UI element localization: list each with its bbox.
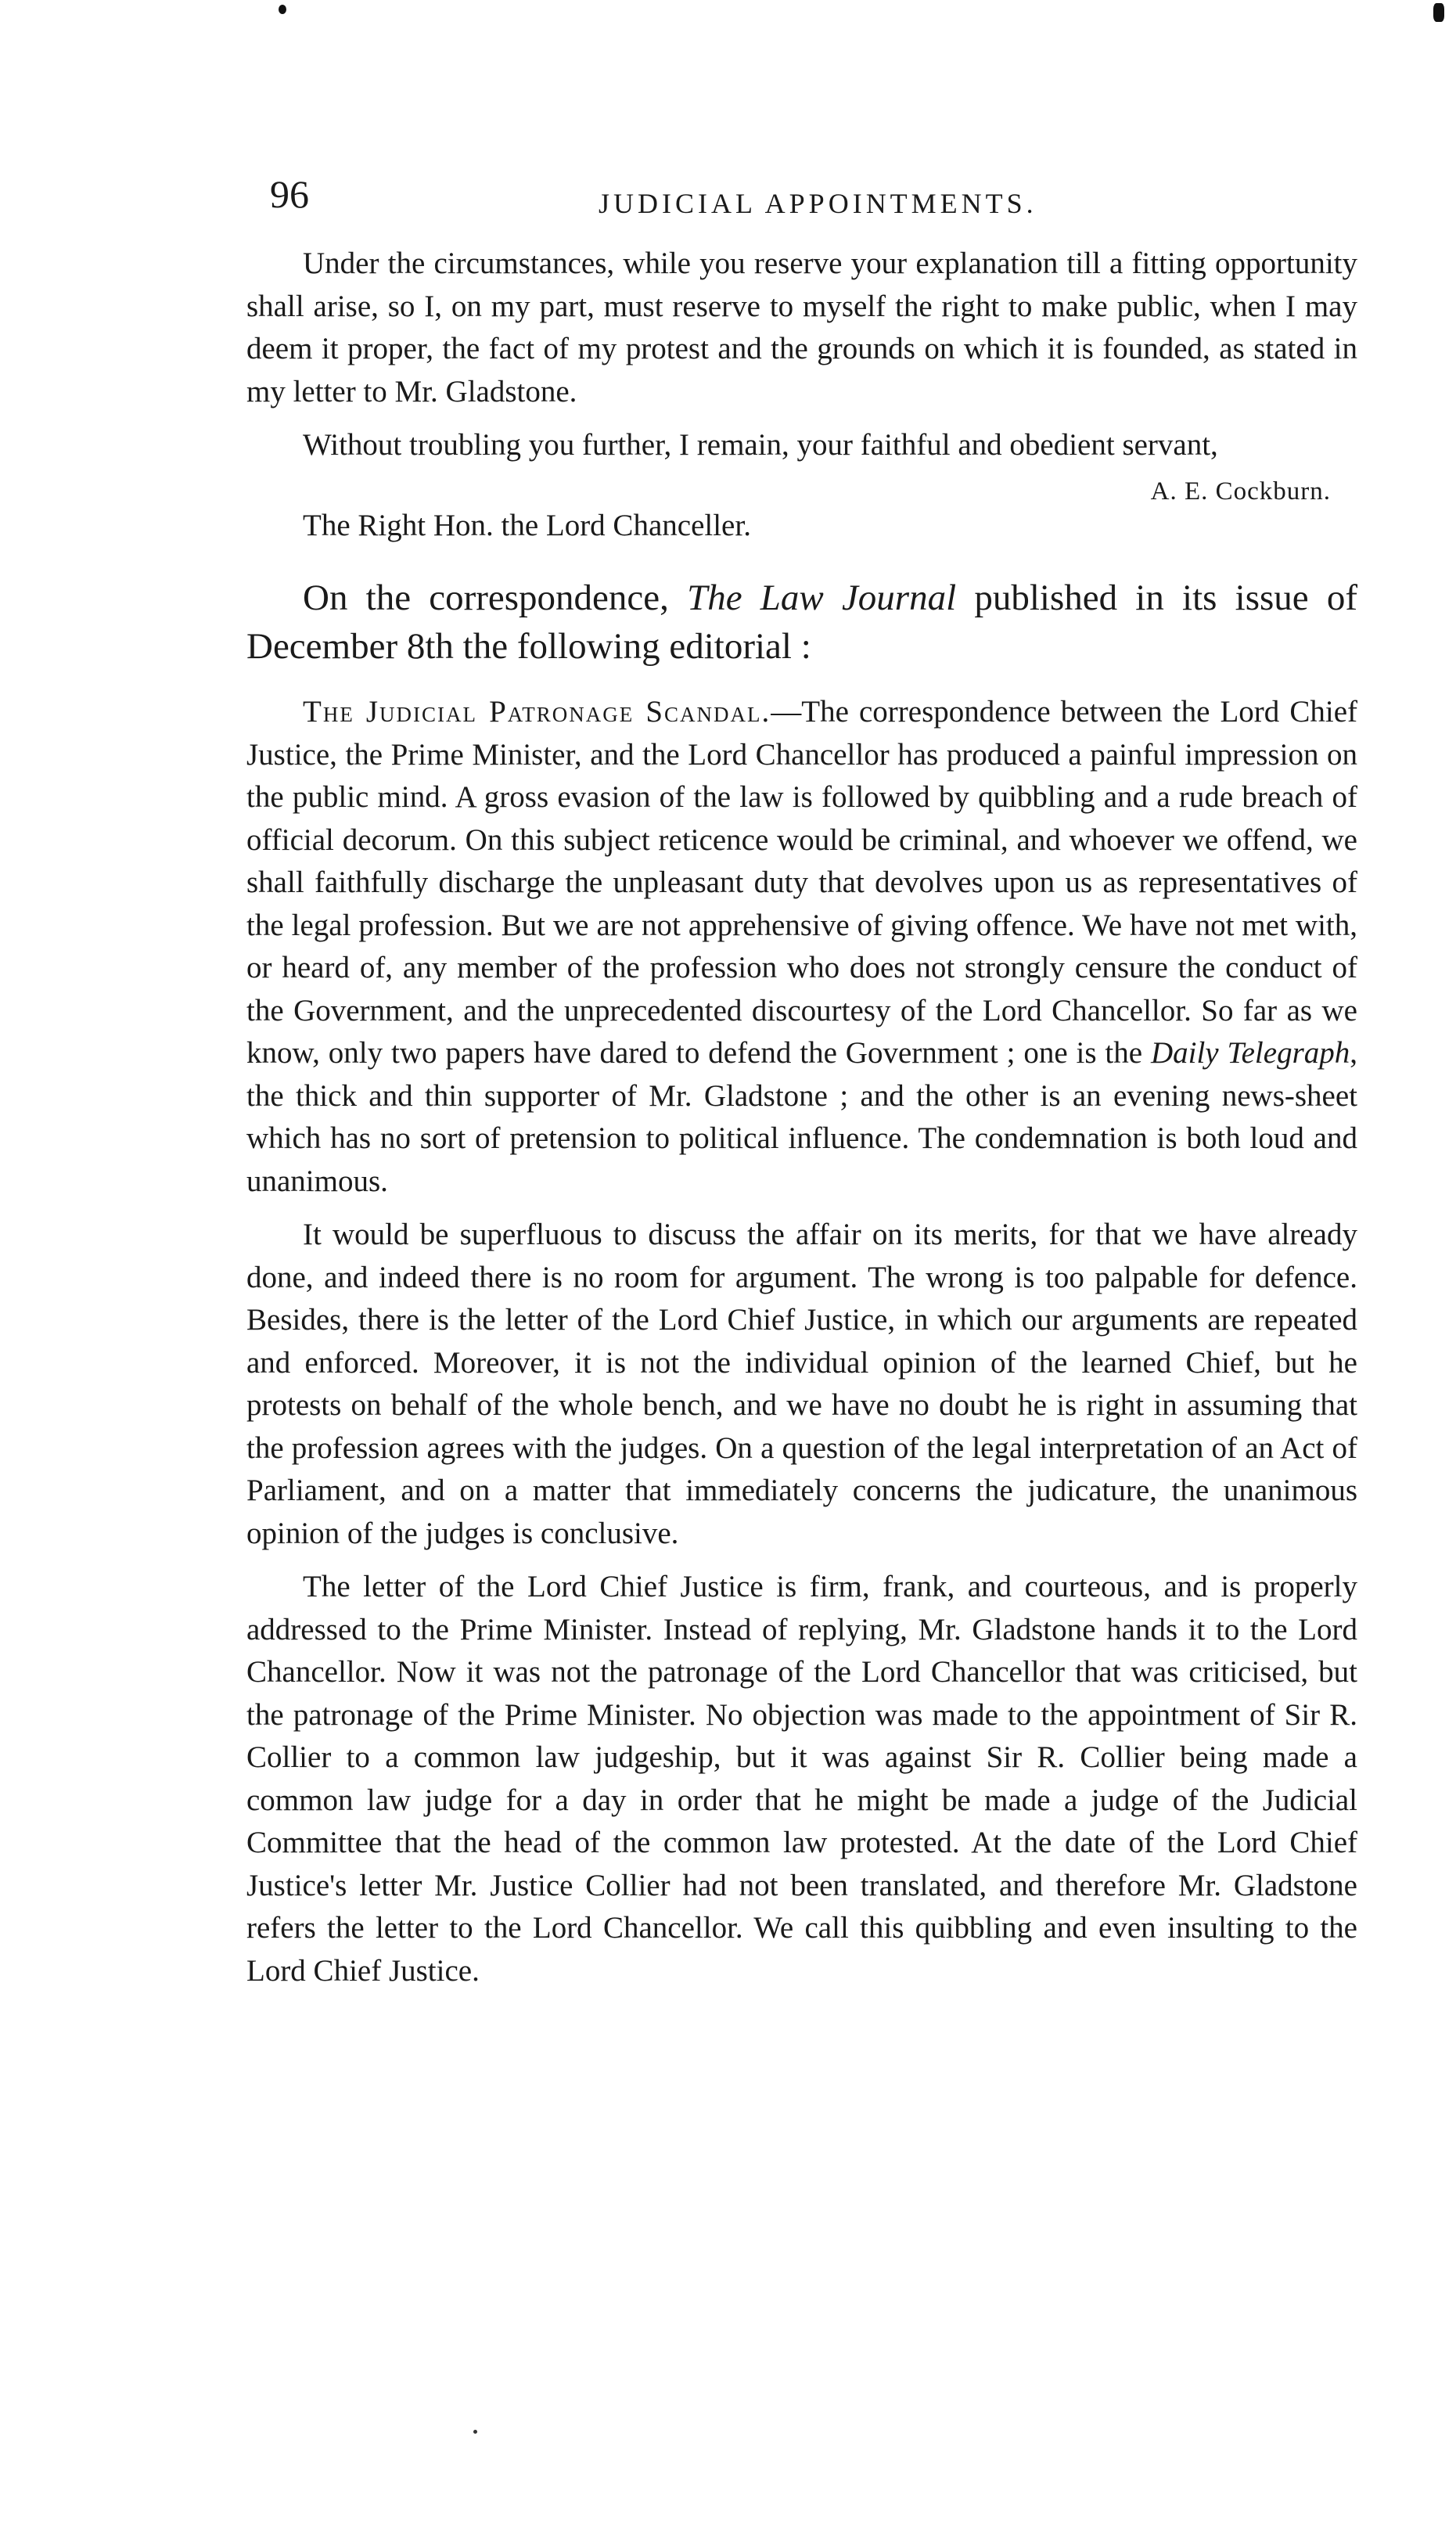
intro-text: On the correspondence, xyxy=(303,578,688,618)
running-head: JUDICIAL APPOINTMENTS. xyxy=(599,188,1037,219)
ink-speck xyxy=(279,5,286,14)
letter-paragraph: Under the circumstances, while you reserve your explanation till a fitting opportunity shall arise, so I, on my part, must reserve to myself the right to make public, when I may deem it proper, the fact of my protest and the grounds on which it is founded, as stated in my letter to Mr. Gladstone. xyxy=(246,247,1357,408)
editorial-paragraph: The letter of the Lord Chief Justice is firm, frank, and courteous, and is properly addressed to the Prime Minister. Instead of replying, Mr. Gladstone hands it to the Lord Chancellor. Now it was not the patronage of the Lord Chancellor that was criticised, but the patronage of the Prime Minister. No objection was made to the appointment of Sir R. Collier to a common law judgeship, but it was against Sir R. Collier being made a common law judge for a day in order that he might be made a judge of the Judicial Committee that the head of the common law protested. At the date of the Lord Chief Justice's letter Mr. Justice Collier had not been translated, and therefore Mr. Gladstone refers the letter to the Lord Chancellor. We call this quibbling and even insulting to the Lord Chief Justice. xyxy=(246,1570,1357,1988)
letter-signature: A. E. Cockburn. xyxy=(1150,477,1331,506)
page-number: 96 xyxy=(270,172,309,216)
journal-title: The Law Journal xyxy=(687,578,957,618)
ink-speck xyxy=(1433,3,1444,22)
intro-text: published in its issue of December 8th the following editorial : xyxy=(246,578,1357,667)
page-header xyxy=(270,171,1365,225)
editorial-heading: The Judicial Patronage Scandal. xyxy=(303,695,771,729)
editorial-text: , the thick and thin supporter of Mr. Gladstone ; and the other is an evening news-sheet which has no sort of pretension to political influence. The condemnation is both loud and unanimous. xyxy=(246,1036,1357,1198)
letter-closing: Without troubling you further, I remain, your faithful and obedient servant, xyxy=(303,428,1218,462)
newspaper-title: Daily Telegraph xyxy=(1150,1036,1350,1070)
editorial-paragraph: It would be superfluous to discuss the affair on its merits, for that we have already done, and indeed there is no room for argument. The wrong is too palpable for defence. Besides, there is the letter of the Lord Chief Justice, in which our arguments are repeated and enforced. Moreover, it is not the individual opinion of the learned Chief, but he protests on behalf of the whole bench, and we have no doubt he is right in assuming that the profession agrees with the judges. On a question of the legal interpretation of an Act of Parliament, and on a matter that immediately concerns the judicature, the unanimous opinion of the judges is conclusive. xyxy=(246,1218,1357,1550)
editorial-paragraph xyxy=(246,691,1357,1203)
editorial-text: —The correspondence between the Lord Chief Justice, the Prime Minister, and the Lord Chancellor has produced a painful impression on the public mind. A gross evasion of the law is followed by quibbling and a rude breach of official decorum. On this subject reticence would be criminal, and whoever we offend, we shall faithfully discharge the unpleasant duty that devolves upon us as representatives of the legal profession. But we are not apprehensive of giving offence. We have not met with, or heard of, any member of the profession who does not strongly censure the conduct of the Government, and the unprecedented discourtesy of the Lord Chancellor. So far as we know, only two papers have dared to defend the Government ; one is the xyxy=(246,695,1357,1070)
letter-addressee: The Right Hon. the Lord Chanceller. xyxy=(303,508,751,542)
editorial-intro xyxy=(246,574,1357,671)
page-body xyxy=(246,243,1357,1992)
ink-dot xyxy=(473,2430,477,2434)
